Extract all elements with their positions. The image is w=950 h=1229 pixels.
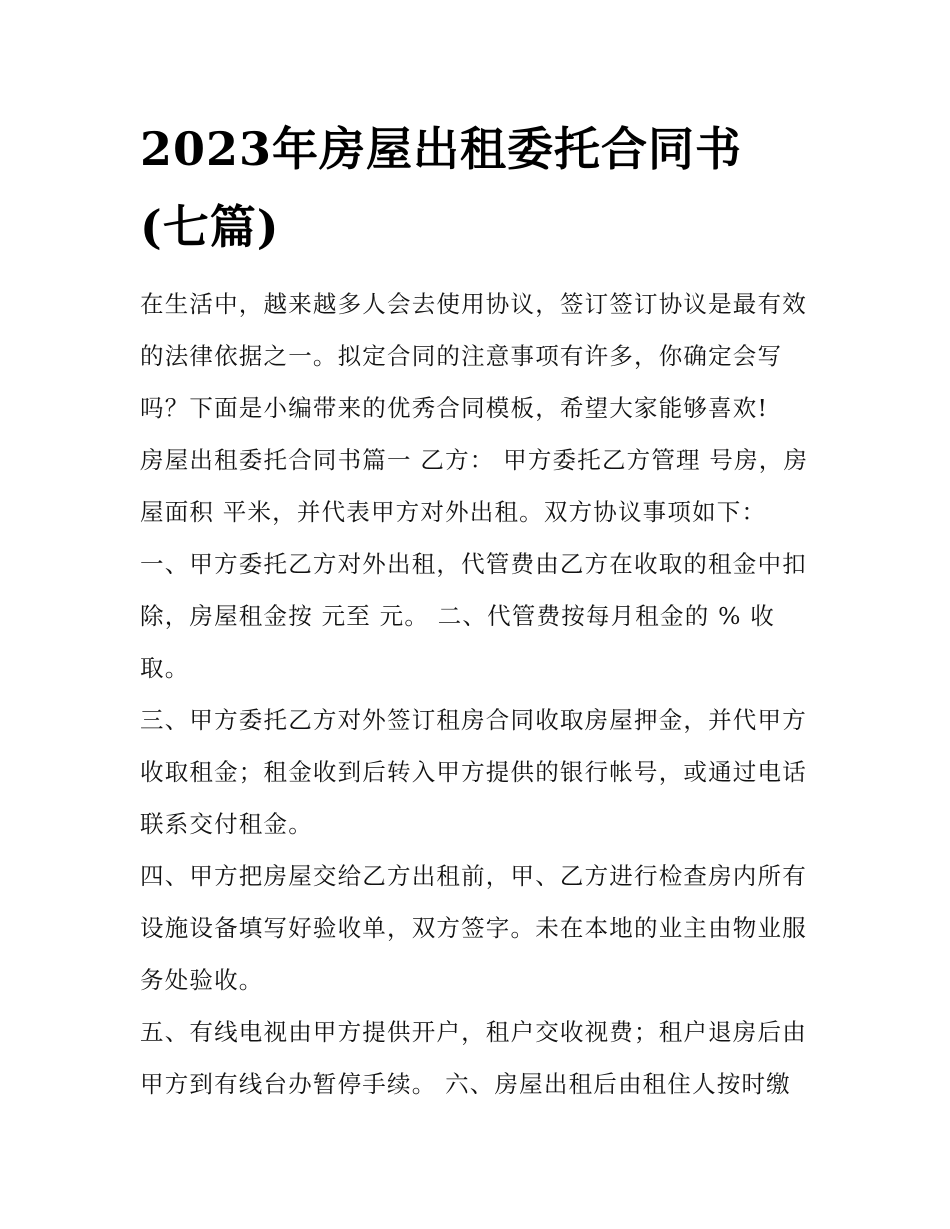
text-line: 三、甲方委托乙方对外签订租房合同收取房屋押金，并代甲方 (140, 706, 807, 734)
text-line: 房屋出租委托合同书篇一 乙方： 甲方委托乙方管理 号房，房 (140, 446, 809, 474)
text-line: 四、甲方把房屋交给乙方出租前，甲、乙方进行检查房内所有 (140, 862, 807, 890)
paragraph-clause-4 (140, 850, 820, 1006)
paragraph-clause-5-6 (140, 1006, 820, 1110)
paragraph-contract-header (140, 434, 820, 538)
paragraph-intro (140, 278, 820, 434)
text-line: 屋面积 平米，并代表甲方对外出租。双方协议事项如下： (140, 498, 767, 526)
document-title (140, 110, 820, 266)
text-line: 设施设备填写好验收单，双方签字。未在本地的业主由物业服 (140, 914, 807, 942)
text-line: 五、有线电视由甲方提供开户，租户交收视费；租户退房后由 (140, 1018, 807, 1046)
text-line: 吗？下面是小编带来的优秀合同模板，希望大家能够喜欢! (140, 394, 769, 422)
text-line: 联系交付租金。 (140, 810, 313, 838)
paragraph-clause-3 (140, 694, 820, 850)
paragraph-clause-1-2 (140, 538, 820, 694)
document-page (140, 110, 820, 1110)
title-line: (七篇) (140, 200, 280, 254)
text-line: 一、甲方委托乙方对外出租，代管费由乙方在收取的租金中扣 (140, 550, 807, 578)
title-line: 2023年房屋出租委托合同书 (140, 122, 743, 176)
text-line: 甲方到有线台办暂停手续。 六、房屋出租后由租住人按时缴 (140, 1070, 791, 1098)
text-line: 务处验收。 (140, 966, 264, 994)
text-line: 除，房屋租金按 元至 元。 二、代管费按每月租金的 % 收 (140, 602, 775, 630)
text-line: 取。 (140, 654, 190, 682)
text-line: 的法律依据之一。拟定合同的注意事项有许多，你确定会写 (140, 342, 783, 370)
text-line: 在生活中，越来越多人会去使用协议，签订签订协议是最有效 (140, 290, 807, 318)
document-body (140, 278, 820, 1110)
text-line: 收取租金；租金收到后转入甲方提供的银行帐号，或通过电话 (140, 758, 807, 786)
